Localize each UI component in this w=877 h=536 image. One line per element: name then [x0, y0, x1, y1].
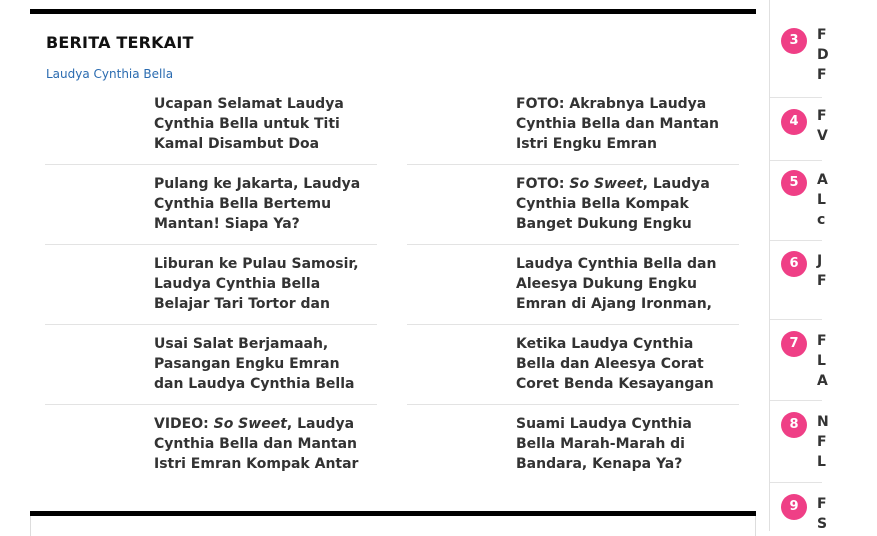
article-thumbnail[interactable]: [407, 415, 503, 475]
article-item[interactable]: [45, 325, 377, 405]
popular-item-4[interactable]: [770, 98, 828, 161]
article-thumbnail[interactable]: [45, 335, 141, 395]
article-item[interactable]: [407, 405, 739, 484]
popular-item-7[interactable]: [770, 320, 828, 401]
article-title[interactable]: FOTO: Akrabnya Laudya Cynthia Bella dan Mantan Istri Engku Emran: [516, 96, 719, 152]
article-thumbnail[interactable]: [407, 175, 503, 235]
article-title[interactable]: Ketika Laudya Cynthia Bella dan Aleesya Corat Coret Benda Kesayangan: [516, 336, 714, 392]
popular-item-8[interactable]: [770, 401, 829, 483]
article-title[interactable]: Pulang ke Jakarta, Laudya Cynthia Bella Bertemu Mantan! Siapa Ya?: [154, 176, 361, 232]
popular-item-6[interactable]: [770, 241, 827, 320]
popular-title[interactable]: F D F: [817, 27, 829, 83]
article-title[interactable]: Liburan ke Pulau Samosir, Laudya Cynthia Bella Belajar Tari Tortor dan: [154, 256, 359, 312]
article-item[interactable]: [45, 85, 377, 165]
article-thumbnail[interactable]: [407, 255, 503, 315]
article-thumbnail[interactable]: [45, 415, 141, 475]
rank-badge: 7: [781, 331, 807, 357]
article-thumbnail[interactable]: [45, 95, 141, 155]
rank-badge: 4: [781, 109, 807, 135]
article-item[interactable]: [45, 405, 377, 484]
rank-badge: 3: [781, 28, 807, 54]
rank-badge: 6: [781, 251, 807, 277]
tag-link[interactable]: Laudya Cynthia Bella: [46, 67, 174, 81]
popular-title[interactable]: N F L: [817, 414, 829, 470]
article-title[interactable]: Ucapan Selamat Laudya Cynthia Bella untuk Titi Kamal Disambut Doa: [154, 96, 344, 152]
popular-item-3[interactable]: [770, 0, 829, 98]
rank-badge: 9: [781, 494, 807, 520]
article-thumbnail[interactable]: [407, 335, 503, 395]
articles-right-column: [407, 85, 739, 484]
article-thumbnail[interactable]: [45, 255, 141, 315]
article-item[interactable]: [407, 325, 739, 405]
popular-title[interactable]: F V: [817, 108, 828, 144]
popular-title[interactable]: A L c: [817, 172, 828, 228]
article-title[interactable]: Usai Salat Berjamaah, Pasangan Engku Emran dan Laudya Cynthia Bella: [154, 336, 355, 392]
articles-left-column: [45, 85, 377, 484]
top-rule: [30, 9, 756, 14]
popular-title[interactable]: F S: [817, 496, 828, 532]
article-thumbnail[interactable]: [407, 95, 503, 155]
next-section-box: [30, 516, 756, 536]
article-item[interactable]: [407, 85, 739, 165]
section-title: BERITA TERKAIT: [46, 33, 194, 52]
article-title[interactable]: Laudya Cynthia Bella dan Aleesya Dukung Engku Emran di Ajang Ironman,: [516, 256, 717, 312]
rank-badge: 5: [781, 170, 807, 196]
popular-item-5[interactable]: [770, 161, 828, 241]
popular-title[interactable]: F L A: [817, 333, 828, 389]
article-item[interactable]: [45, 245, 377, 325]
article-title[interactable]: VIDEO: So Sweet, Laudya Cynthia Bella dan Mantan Istri Emran Kompak Antar: [154, 416, 359, 472]
popular-title[interactable]: J F: [817, 253, 827, 289]
popular-sidebar: [770, 0, 829, 532]
article-title[interactable]: FOTO: So Sweet, Laudya Cynthia Bella Kompak Banget Dukung Engku: [516, 176, 710, 232]
article-item[interactable]: [45, 165, 377, 245]
article-item[interactable]: [407, 165, 739, 245]
article-item[interactable]: [407, 245, 739, 325]
rank-badge: 8: [781, 412, 807, 438]
article-thumbnail[interactable]: [45, 175, 141, 235]
popular-item-9[interactable]: [770, 483, 828, 532]
article-title[interactable]: Suami Laudya Cynthia Bella Marah-Marah di Bandara, Kenapa Ya?: [516, 416, 692, 472]
